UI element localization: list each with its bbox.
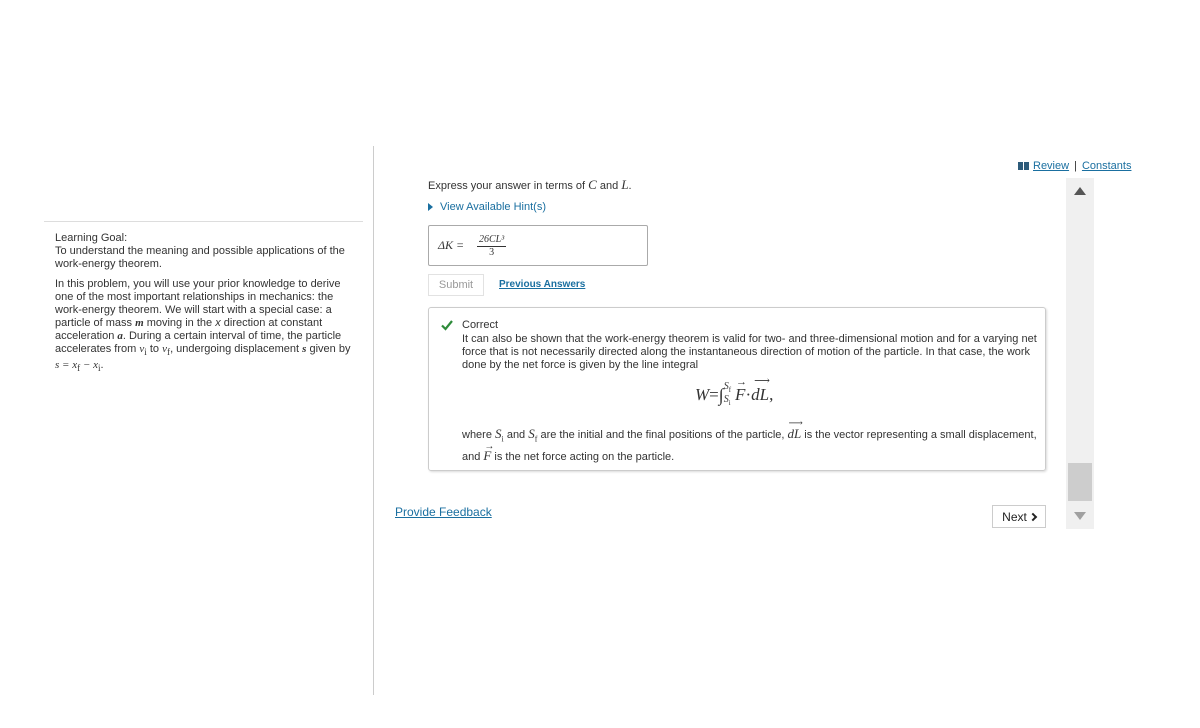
review-link[interactable]: Review	[1033, 160, 1070, 172]
intro-text-8: .	[100, 359, 104, 372]
line-integral-formula: W = ∫ $S_f$ $S_i$ → F · ⟶ dL ,	[695, 375, 774, 407]
book-icon	[1018, 162, 1029, 170]
answer-label: ΔK =	[438, 238, 465, 252]
answer-field[interactable]	[428, 225, 648, 266]
scroll-down-arrow-icon[interactable]	[1074, 512, 1086, 520]
s-symbol: s	[302, 343, 307, 355]
link-separator: |	[1074, 160, 1077, 172]
constants-link[interactable]: Constants	[1081, 160, 1132, 172]
intro-text-1: In this problem, you will use your prior knowledge to derive one of the most important relationships in mechanics: the work-energy theorem. We will start with a special case: a particle of mass	[55, 278, 341, 329]
c-symbol: C	[588, 177, 597, 192]
previous-answers-link[interactable]: Previous Answers	[499, 279, 586, 290]
mass-symbol: m	[135, 317, 144, 329]
problem-intro	[55, 278, 351, 375]
top-links	[1018, 160, 1131, 172]
check-icon	[441, 319, 453, 331]
answer-denominator: 3	[489, 247, 495, 258]
scroll-up-arrow-icon[interactable]	[1074, 187, 1086, 195]
feedback-correct-box	[428, 307, 1046, 471]
learning-goal-text: To understand the meaning and possible applications of the work-energy theorem.	[55, 245, 345, 270]
answer-fraction	[477, 234, 506, 258]
view-hints-toggle[interactable]	[428, 201, 546, 213]
correct-explanation: It can also be shown that the work-energy theorem is valid for two- and three-dimensional motion and for a varying net force that is not necessarily directed along the instantaneous direction of motion of the particle. In that case, the work done by the net force is given by the line integral	[462, 333, 1037, 371]
where-explanation: where $S_i$ and $S_f$ are the initial and the final positions of the particle, ⟶ dL is the vector representing a small displacement, and → F is the net force acting on the particle.	[462, 418, 1037, 463]
intro-text-6: , undergoing displacement	[170, 343, 303, 355]
next-label: Next	[1002, 509, 1027, 524]
scroll-thumb[interactable]	[1068, 463, 1092, 501]
learning-goal	[55, 232, 355, 271]
left-divider	[44, 221, 363, 222]
displacement-equation: $s = x_f - x_i$	[55, 359, 101, 374]
learning-goal-title: Learning Goal:	[55, 232, 128, 244]
l-symbol: L	[621, 177, 629, 192]
intro-text-4: . During a certain interval of time, the particle accelerates from	[55, 330, 342, 355]
acceleration-symbol: a	[117, 330, 123, 342]
vf-symbol: $v_f$	[162, 343, 171, 358]
express-instruction: Express your answer in terms of C and L.	[428, 177, 632, 192]
correct-title: Correct	[462, 319, 499, 331]
panel-divider	[373, 146, 374, 695]
vi-symbol: $v_i$	[139, 343, 147, 358]
x-symbol: x	[215, 317, 221, 329]
view-hints-label: View Available Hint(s)	[440, 201, 546, 213]
intro-text-5: to	[146, 343, 163, 355]
chevron-right-icon	[1029, 512, 1037, 520]
next-button[interactable]	[992, 505, 1046, 528]
intro-text-7: given by	[306, 343, 351, 355]
provide-feedback-link[interactable]: Provide Feedback	[395, 505, 492, 519]
intro-text-2: moving in the	[143, 317, 216, 329]
intro-text-3: direction at constant acceleration	[55, 317, 323, 342]
answer-numerator: 26CL³	[479, 234, 505, 245]
caret-right-icon	[428, 203, 433, 211]
scrollbar[interactable]	[1066, 178, 1094, 529]
submit-button[interactable]: Submit	[428, 274, 484, 296]
